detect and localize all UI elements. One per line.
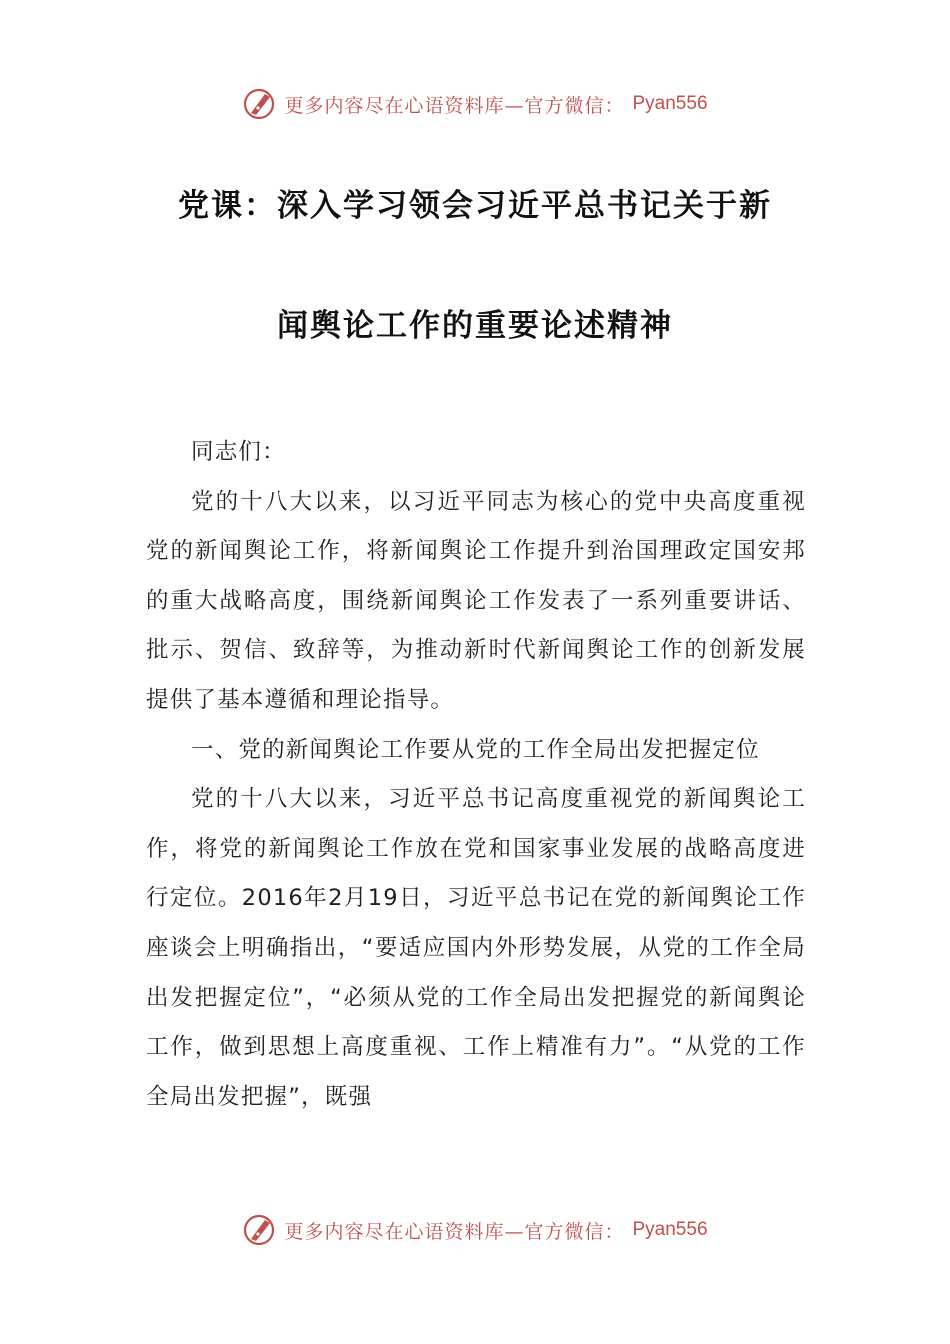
pen-nib-icon (242, 87, 276, 121)
document-title-line-1: 党课：深入学习领会习近平总书记关于新 (178, 188, 772, 224)
salutation: 同志们： (191, 439, 286, 465)
watermark-text: 更多内容尽在心语资料库—官方微信： (284, 94, 625, 117)
header-watermark (0, 84, 950, 124)
document-title-line-2: 闻舆论工作的重要论述精神 (277, 308, 673, 344)
pen-nib-icon (242, 1213, 276, 1247)
paragraph: 党的十八大以来，以习近平同志为核心的党中央高度重视党的新闻舆论工作，将新闻舆论工作提升到治国理政定国安邦的重大战略高度，围绕新闻舆论工作发表了一系列重要讲话、批示、贺信、致辞等，为推动新时代新闻舆论工作的创新发展提供了基本遵循和理论指导。 (146, 488, 806, 713)
watermark-text: 更多内容尽在心语资料库—官方微信： (284, 1220, 625, 1243)
document-body (146, 428, 806, 1122)
section-heading: 一、党的新闻舆论工作要从党的工作全局出发把握定位 (191, 736, 760, 763)
footer-watermark (0, 1210, 950, 1250)
watermark-wechat-id: Pyan556 (632, 93, 708, 114)
paragraph: 党的十八大以来，习近平总书记高度重视党的新闻舆论工作，将党的新闻舆论工作放在党和国家事业发展的战略高度进行定位。2016年2月19日，习近平总书记在党的新闻舆论工作座谈会上明确指出，“要适应国内外形势发展，从党的工作全局出发把握定位”，“必须从党的工作全局出发把握党的新闻舆论工作，做到思想上高度重视、工作上精准有力”。“从党的工作全局出发把握”，既强 (146, 786, 806, 1110)
watermark-wechat-id: Pyan556 (632, 1219, 708, 1240)
